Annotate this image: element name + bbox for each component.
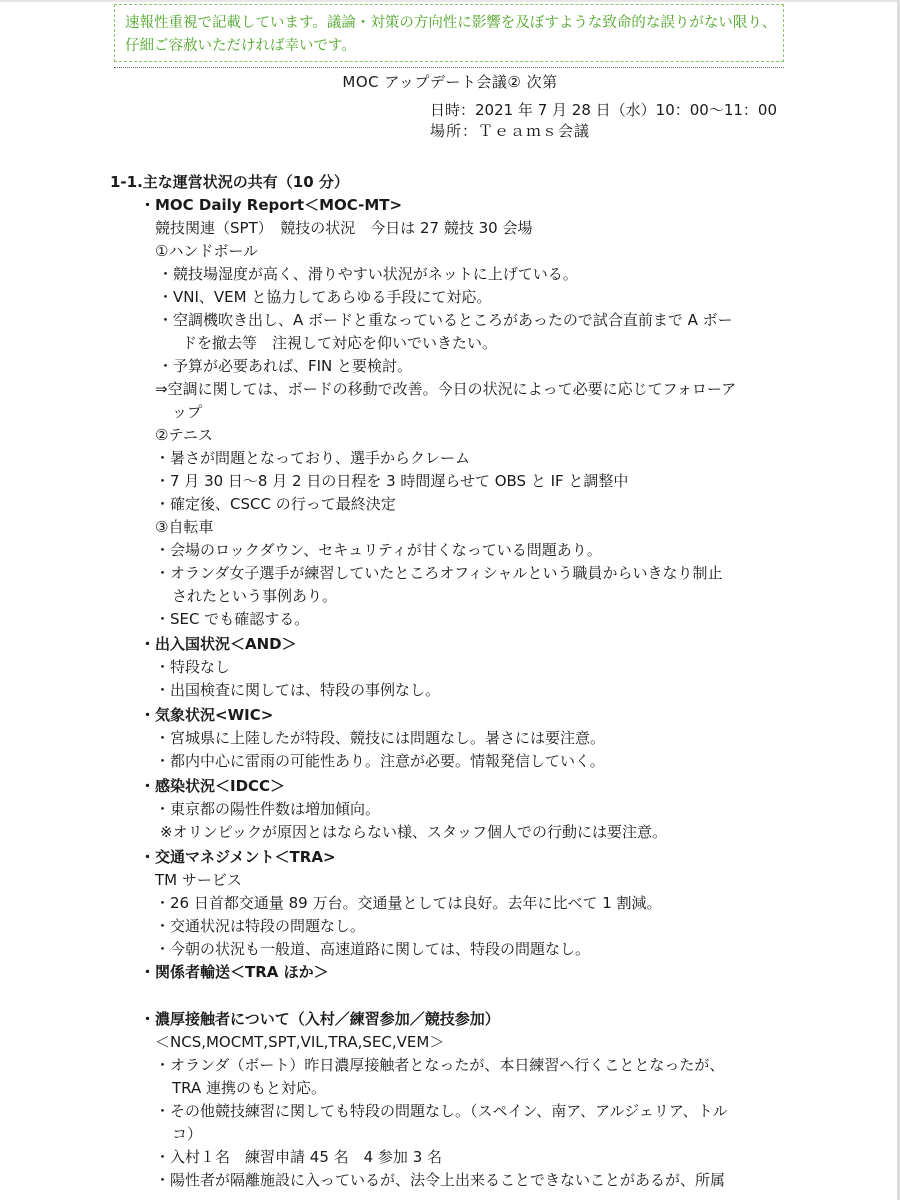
bullet-line: ・暑さが問題となっており、選手からクレーム [155, 449, 471, 467]
bullet-line: ・空調機吹き出し、A ボードと重なっているところがあったので試合直前まで A ボー [158, 311, 733, 329]
body-line: ②テニス [155, 426, 213, 444]
bullet-line: ・今朝の状況も一般道、高速道路に関しては、特段の問題なし。 [155, 940, 591, 958]
body-continuation: ップ [172, 403, 203, 421]
bullet-line: ・東京都の陽性件数は増加傾向。 [155, 800, 381, 818]
bullet-line: ・SEC でも確認する。 [155, 610, 310, 628]
subsection-heading-infection: ・感染状況＜IDCC＞ [140, 777, 286, 795]
subsection-heading-traffic: ・交通マネジメント＜TRA> [140, 848, 336, 866]
bullet-continuation: TRA 連携のもと対応。 [172, 1079, 327, 1097]
bullet-line: ・会場のロックダウン、セキュリティが甘くなっている問題あり。 [155, 541, 602, 559]
bullet-continuation: されたという事例あり。 [172, 587, 338, 605]
bullet-line: ・出国検査に関しては、特段の事例なし。 [155, 681, 441, 699]
bullet-line: ・その他競技練習に関しても特段の問題なし。（スペイン、南ア、アルジェリア、トル [155, 1102, 728, 1120]
body-line: ＜NCS,MOCMT,SPT,VIL,TRA,SEC,VEM＞ [155, 1033, 445, 1051]
bullet-line: ・都内中心に雷雨の可能性あり。注意が必要。情報発信していく。 [155, 752, 605, 770]
bullet-line: ・交通状況は特段の問題なし。 [155, 917, 366, 935]
bullet-line: ・宮城県に上陸したが特段、競技には問題なし。暑さには要注意。 [155, 729, 606, 747]
bullet-line: ・確定後、CSCC の行って最終決定 [155, 495, 396, 513]
bullet-continuation: コ） [172, 1125, 203, 1143]
body-line: ①ハンドボール [155, 242, 259, 260]
meeting-place: 場所：Ｔｅａｍｓ会議 [430, 122, 591, 140]
subsection-heading-moc-daily-report: ・MOC Daily Report＜MOC-MT> [140, 196, 403, 214]
bullet-continuation: ドを撤去等 注視して対応を仰いでいきたい。 [182, 334, 498, 352]
note-line: ※オリンピックが原因とはならない様、スタッフ個人での行動には要注意。 [160, 823, 667, 841]
bullet-line: ・陽性者が隔離施設に入っているが、法令上出来ることできないことがあるが、所属 [155, 1171, 726, 1189]
bullet-line: ・7 月 30 日〜8 月 2 日の日程を 3 時間遅らせて OBS と IF と調整中 [155, 472, 629, 490]
subsection-heading-transport: ・関係者輸送＜TRA ほか＞ [140, 963, 329, 981]
disclaimer-line-1: 速報性重視で記載しています。議論・対策の方向性に影響を及ぼすような致命的な誤りがない限り、 [125, 15, 777, 31]
body-line: 競技関連（SPT） 競技の状況 今日は 27 競技 30 会場 [155, 219, 533, 237]
document-title: MOC アップデート会議② 次第 [342, 73, 558, 91]
bullet-line: ・予算が必要あれば、FIN と要検討。 [158, 357, 413, 375]
subsection-heading-close-contacts: ・濃厚接触者について（入村／練習参加／競技参加） [140, 1010, 500, 1028]
page-edge-top [0, 0, 900, 2]
disclaimer-line-2: 仔細ご容赦いただければ幸いです。 [125, 38, 356, 54]
meeting-date: 日時：2021 年 7 月 28 日（水）10：00〜11：00 [430, 101, 777, 119]
dotted-divider [114, 67, 784, 68]
bullet-line: ・入村１名 練習申請 45 名 4 参加 3 名 [155, 1148, 443, 1166]
disclaimer-notice-box [114, 4, 784, 62]
body-line: ⇒空調に関しては、ボードの移動で改善。今日の状況によって必要に応じてフォローア [155, 380, 737, 398]
bullet-line: ・オランダ（ボート）昨日濃厚接触者となったが、本日練習へ行くこととなったが、 [155, 1056, 725, 1074]
bullet-line: ・競技場湿度が高く、滑りやすい状況がネットに上げている。 [158, 265, 578, 283]
bullet-line: ・特段なし [155, 658, 231, 676]
section-heading: 1-1.主な運営状況の共有（10 分） [110, 173, 349, 191]
subsection-heading-immigration: ・出入国状況＜AND＞ [140, 635, 297, 653]
bullet-line: ・オランダ女子選手が練習していたところオフィシャルという職員からいきなり制止 [155, 564, 723, 582]
bullet-line: ・26 日首都交通量 89 万台。交通量としては良好。去年に比べて 1 割減。 [155, 894, 662, 912]
subsection-heading-weather: ・気象状況<WIC> [140, 706, 274, 724]
body-line: ③自転車 [155, 518, 214, 536]
body-line: TM サービス [155, 871, 242, 889]
bullet-line: ・VNI、VEM と協力してあらゆる手段にて対応。 [158, 288, 492, 306]
